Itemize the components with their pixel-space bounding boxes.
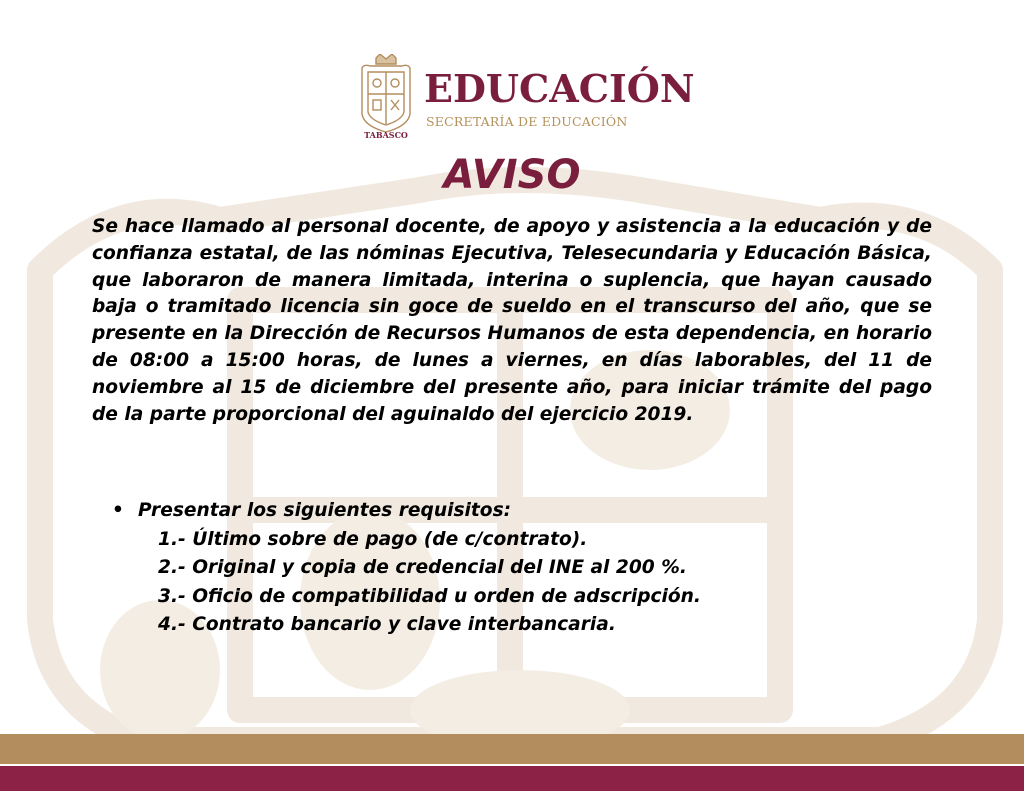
- notice-title: AVISO: [443, 152, 581, 198]
- requirement-item: 2.- Original y copia de credencial del INE al 200 %.: [158, 557, 687, 578]
- requirements-section: [112, 497, 912, 640]
- requirement-item: 3.- Oficio de compatibilidad u orden de adscripción.: [158, 585, 701, 607]
- requirements-list: [112, 526, 912, 640]
- tabasco-coat-of-arms-logo: [356, 54, 416, 140]
- requirements-heading-row: [112, 497, 912, 526]
- requirement-item: 4.- Contrato bancario y clave interbancaria.: [158, 614, 616, 635]
- requirements-heading: Presentar los siguientes requisitos:: [138, 500, 512, 521]
- bullet-icon: •: [112, 500, 124, 521]
- footer-gold-band: [0, 734, 1024, 764]
- requirement-item: 1.- Último sobre de pago (de c/contrato).: [158, 528, 588, 550]
- brand-subtitle: SECRETARÍA DE EDUCACIÓN: [426, 114, 628, 129]
- footer-maroon-band: [0, 766, 1024, 791]
- brand-title: EDUCACIÓN: [424, 66, 695, 111]
- notice-body: Se hace llamado al personal docente, de apoyo y asistencia a la educación y de confianza estatal, de las nóminas Ejecutiva, Telesecundaria y Educación Básica, que laboraron de manera limitada, interina o suplencia, que hayan causado baja o tramitado licencia sin goce de sueldo en el transcurso del año, que se presente en la Dirección de Recursos Humanos de esta dependencia, en horario de 08:00 a 15:00 horas, de lunes a viernes, en días laborables, del 11 de noviembre al 15 de diciembre del presente año, para iniciar trámite del pago de la parte proporcional del aguinaldo del ejercicio 2019.: [92, 216, 932, 425]
- logo-caption: TABASCO: [364, 130, 408, 140]
